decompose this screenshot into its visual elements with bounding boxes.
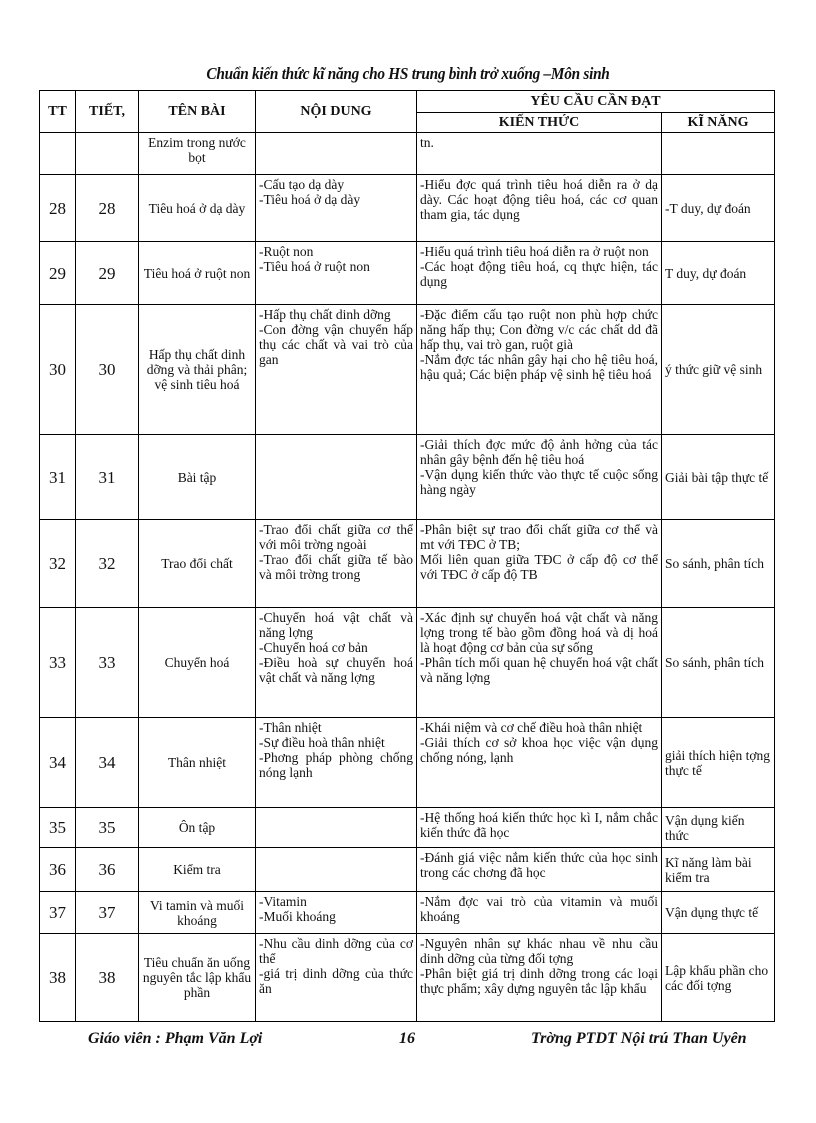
cell-kien-thuc <box>417 892 662 934</box>
cell-ten-bai: Kiểm tra <box>139 848 256 892</box>
cell-ki-nang: ý thức giữ vệ sinh <box>662 305 775 435</box>
header-yeu-cau: YÊU CẦU CẦN ĐẠT <box>417 91 775 113</box>
cell-ten-bai: Chuyển hoá <box>139 608 256 718</box>
kien-thuc-line: -Hiểu đợc quá trình tiêu hoá diễn ra ở dạ dày. Các hoạt động tiêu hoá, các cơ quan tham gia, tác dụng <box>420 177 658 222</box>
kien-thuc-line: -Vận dụng kiến thức vào thực tế cuộc sống hàng ngày <box>420 467 658 497</box>
table-row <box>40 892 775 934</box>
noi-dung-line: -Trao đổi chất giữa cơ thể với môi trờng ngoài <box>259 522 413 552</box>
table-row <box>40 133 775 175</box>
teacher-name: Giáo viên : Phạm Văn Lợi <box>88 1030 263 1047</box>
header-tiet: TIẾT, <box>76 91 139 133</box>
kien-thuc-line: -Giải thích đợc mức độ ảnh hởng của tác nhân gây bệnh đến hệ tiêu hoá <box>420 437 658 467</box>
cell-ki-nang: Vận dụng kiến thức <box>662 808 775 848</box>
cell-tt: 31 <box>40 435 76 520</box>
cell-ten-bai: Bài tập <box>139 435 256 520</box>
cell-kien-thuc <box>417 305 662 435</box>
table-row <box>40 175 775 242</box>
cell-noi-dung <box>256 175 417 242</box>
page-number: 16 <box>399 1030 415 1047</box>
cell-tt: 35 <box>40 808 76 848</box>
cell-tt: 34 <box>40 718 76 808</box>
noi-dung-line: -Phơng pháp phòng chống nóng lạnh <box>259 750 413 780</box>
noi-dung-line: -Thân nhiệt <box>259 720 322 735</box>
cell-ki-nang: giải thích hiện tợng thực tế <box>662 718 775 808</box>
table-row <box>40 435 775 520</box>
cell-kien-thuc <box>417 435 662 520</box>
cell-noi-dung <box>256 892 417 934</box>
curriculum-table <box>39 90 775 1022</box>
cell-kien-thuc <box>417 242 662 305</box>
noi-dung-line: -Con đờng vận chuyển hấp thụ các chất và vai trò của gan <box>259 322 413 367</box>
cell-ten-bai: Vi tamin và muối khoáng <box>139 892 256 934</box>
kien-thuc-line: -Phân biệt sự trao đổi chất giữa cơ thể và mt với TĐC ở TB; <box>420 522 658 552</box>
cell-tt: 30 <box>40 305 76 435</box>
cell-noi-dung <box>256 133 417 175</box>
cell-tt: 37 <box>40 892 76 934</box>
cell-kien-thuc <box>417 718 662 808</box>
cell-ten-bai: Thân nhiệt <box>139 718 256 808</box>
cell-kien-thuc <box>417 848 662 892</box>
kien-thuc-line: tn. <box>420 135 434 150</box>
noi-dung-line: -Nhu cầu dinh dỡng của cơ thể <box>259 936 413 966</box>
header-kien-thuc: KIẾN THỨC <box>417 113 662 133</box>
kien-thuc-line: -Nắm đợc tác nhân gây hại cho hệ tiêu hoá, hậu quả; Các biện pháp vệ sinh hệ tiêu hoá <box>420 352 658 382</box>
kien-thuc-line: -Hệ thống hoá kiến thức học kì I, nắm chắc kiến thức đã học <box>420 810 658 840</box>
cell-kien-thuc <box>417 520 662 608</box>
cell-noi-dung <box>256 848 417 892</box>
cell-tiet: 38 <box>76 934 139 1022</box>
table-row <box>40 934 775 1022</box>
cell-ten-bai: Trao đổi chất <box>139 520 256 608</box>
cell-tiet: 28 <box>76 175 139 242</box>
cell-tiet: 30 <box>76 305 139 435</box>
table-row <box>40 608 775 718</box>
noi-dung-line: -Muối khoáng <box>259 909 336 924</box>
noi-dung-line: -Trao đổi chất giữa tế bào và môi trờng trong <box>259 552 413 582</box>
kien-thuc-line: -Các hoạt động tiêu hoá, cq thực hiện, tác dụng <box>420 259 658 289</box>
header-ki-nang: KĨ NĂNG <box>662 113 775 133</box>
header-ten-bai: TÊN BÀI <box>139 91 256 133</box>
cell-ten-bai: Tiêu hoá ở dạ dày <box>139 175 256 242</box>
table-row <box>40 718 775 808</box>
cell-tiet: 37 <box>76 892 139 934</box>
cell-ki-nang: Giải bài tập thực tế <box>662 435 775 520</box>
kien-thuc-line: -Phân tích mối quan hệ chuyển hoá vật chất và năng lợng <box>420 655 658 685</box>
noi-dung-line: -Cấu tạo dạ dày <box>259 177 345 192</box>
page-title: Chuẩn kiến thức kĩ năng cho HS trung bình trở xuống –Môn sinh <box>206 64 610 83</box>
table-row <box>40 520 775 608</box>
cell-tiet <box>76 133 139 175</box>
cell-kien-thuc <box>417 808 662 848</box>
school-name: Trờng PTDT Nội trú Than Uyên <box>531 1030 747 1047</box>
noi-dung-line: -Ruột non <box>259 244 314 259</box>
cell-noi-dung <box>256 305 417 435</box>
table-row <box>40 242 775 305</box>
kien-thuc-line: -Nắm đợc vai trò của vitamin và muối khoáng <box>420 894 658 924</box>
kien-thuc-line: -Khái niệm và cơ chế điều hoà thân nhiệt <box>420 720 643 735</box>
kien-thuc-line: -Đặc điểm cấu tạo ruột non phù hợp chức năng hấp thụ; Con đờng v/c các chất dd đã hấp thụ, vai trò gan, ruột già <box>420 307 658 352</box>
kien-thuc-line: Mối liên quan giữa TĐC ở cấp độ cơ thể với TĐC ở cấp độ TB <box>420 552 658 582</box>
noi-dung-line: -Hấp thụ chất dinh dỡng <box>259 307 391 322</box>
cell-noi-dung <box>256 435 417 520</box>
header-noi-dung: NỘI DUNG <box>256 91 417 133</box>
cell-ki-nang: So sánh, phân tích <box>662 608 775 718</box>
cell-tt: 38 <box>40 934 76 1022</box>
kien-thuc-line: -Đánh giá việc nắm kiến thức của học sinh trong các chơng đã học <box>420 850 658 880</box>
cell-ki-nang <box>662 133 775 175</box>
cell-ten-bai: Tiêu hoá ở ruột non <box>139 242 256 305</box>
cell-noi-dung <box>256 934 417 1022</box>
cell-ki-nang: Lập khẩu phần cho các đối tợng <box>662 934 775 1022</box>
cell-tiet: 32 <box>76 520 139 608</box>
noi-dung-line: -Tiêu hoá ở dạ dày <box>259 192 361 207</box>
cell-tt <box>40 133 76 175</box>
noi-dung-line: -Chuyển hoá cơ bản <box>259 640 368 655</box>
cell-ki-nang: T duy, dự đoán <box>662 242 775 305</box>
noi-dung-line: -giá trị dinh dỡng của thức ăn <box>259 966 413 996</box>
noi-dung-line: -Điều hoà sự chuyển hoá vật chất và năng lợng <box>259 655 413 685</box>
cell-noi-dung <box>256 242 417 305</box>
cell-tiet: 31 <box>76 435 139 520</box>
cell-ki-nang: Kĩ năng làm bài kiểm tra <box>662 848 775 892</box>
cell-noi-dung <box>256 718 417 808</box>
cell-kien-thuc <box>417 608 662 718</box>
cell-tt: 33 <box>40 608 76 718</box>
cell-ki-nang: -T duy, dự đoán <box>662 175 775 242</box>
cell-ten-bai: Enzim trong nước bọt <box>139 133 256 175</box>
cell-noi-dung <box>256 808 417 848</box>
cell-ten-bai: Hấp thụ chất dinh dỡng và thải phân; vệ sinh tiêu hoá <box>139 305 256 435</box>
cell-ten-bai: Ôn tập <box>139 808 256 848</box>
cell-tiet: 36 <box>76 848 139 892</box>
cell-ten-bai: Tiêu chuẩn ăn uống nguyên tắc lập khẩu phần <box>139 934 256 1022</box>
cell-ki-nang: Vận dụng thực tế <box>662 892 775 934</box>
noi-dung-line: -Tiêu hoá ở ruột non <box>259 259 370 274</box>
table-row <box>40 305 775 435</box>
cell-tiet: 33 <box>76 608 139 718</box>
cell-noi-dung <box>256 608 417 718</box>
cell-tiet: 35 <box>76 808 139 848</box>
kien-thuc-line: -Hiểu quá trình tiêu hoá diễn ra ở ruột non <box>420 244 649 259</box>
kien-thuc-line: -Giải thích cơ sở khoa học việc vận dụng chống nóng, lạnh <box>420 735 658 765</box>
table-body <box>40 133 775 1022</box>
kien-thuc-line: -Phân biệt giá trị dinh dỡng trong các loại thực phẩm; xây dựng nguyên tắc lập khẩu <box>420 966 658 996</box>
cell-tiet: 34 <box>76 718 139 808</box>
table-row <box>40 848 775 892</box>
cell-tiet: 29 <box>76 242 139 305</box>
cell-kien-thuc <box>417 934 662 1022</box>
cell-tt: 28 <box>40 175 76 242</box>
noi-dung-line: -Sự điều hoà thân nhiệt <box>259 735 385 750</box>
cell-noi-dung <box>256 520 417 608</box>
kien-thuc-line: -Xác định sự chuyển hoá vật chất và năng lợng trong tế bào gồm đồng hoá và dị hoá là hoạt động cơ bản của sự sống <box>420 610 658 655</box>
cell-tt: 32 <box>40 520 76 608</box>
noi-dung-line: -Chuyển hoá vật chất và năng lợng <box>259 610 413 640</box>
table-row <box>40 808 775 848</box>
kien-thuc-line: -Nguyên nhân sự khác nhau về nhu cầu dinh dỡng của từng đối tợng <box>420 936 658 966</box>
noi-dung-line: -Vitamin <box>259 894 307 909</box>
cell-tt: 29 <box>40 242 76 305</box>
cell-kien-thuc <box>417 133 662 175</box>
cell-ki-nang: So sánh, phân tích <box>662 520 775 608</box>
header-tt: TT <box>40 91 76 133</box>
cell-tt: 36 <box>40 848 76 892</box>
cell-kien-thuc <box>417 175 662 242</box>
